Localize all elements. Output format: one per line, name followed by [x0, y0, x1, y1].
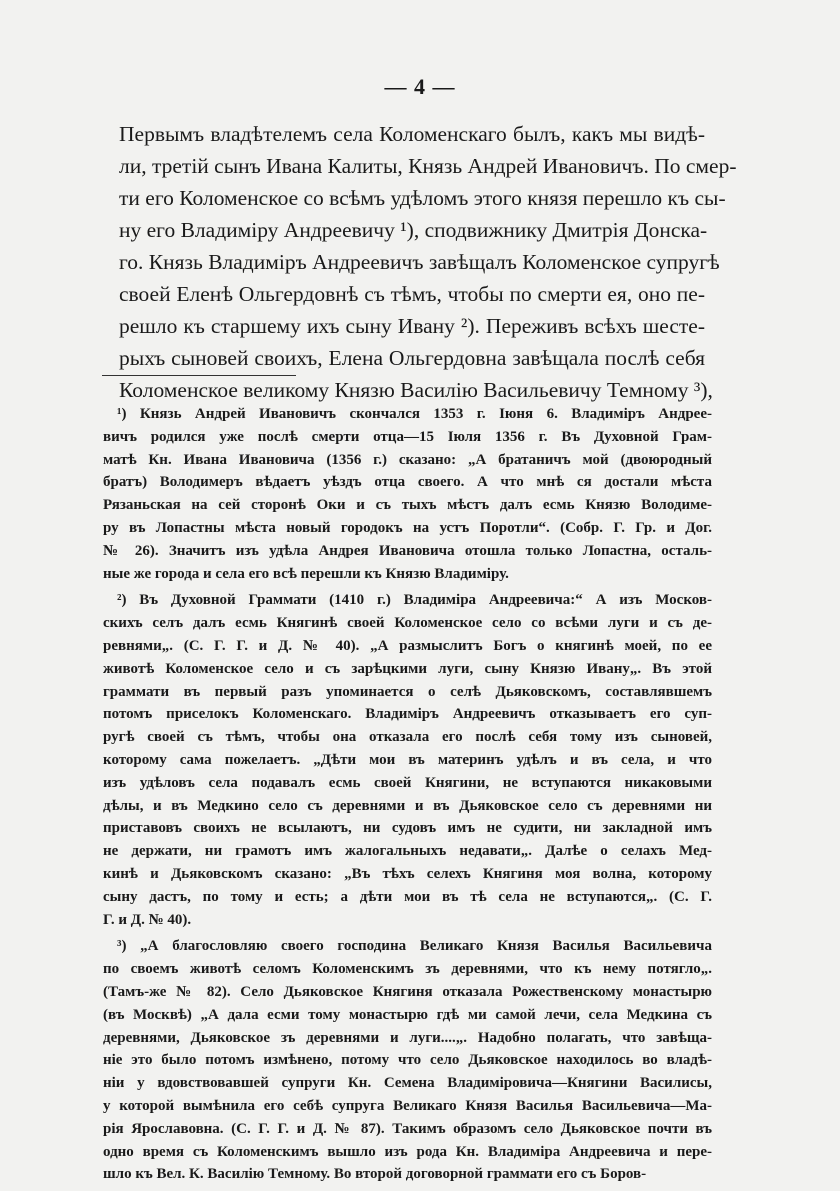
footnote-line: сыну дастъ, по тому и есть; а дѣти мои въ тѣ села не вступаются„. (С. Г.: [103, 888, 712, 905]
main-text-line: го. Князь Владиміръ Андреевичъ завѣщалъ Коломенское супругѣ: [119, 250, 720, 274]
footnote-line: вичъ родился уже послѣ смерти отца—15 Іюля 1356 г. Въ Духовной Грам-: [103, 428, 712, 445]
footnote-line: которому сама пожелаетъ. „Дѣти мои въ материнъ удѣлъ и въ села, и что: [103, 751, 712, 768]
footnote-line: ные же города и села его всѣ перешли къ Князю Владиміру.: [103, 565, 509, 582]
footnote-line: изъ удѣловъ села подавалъ есмь своей Княгини, не вступаются никаковыми: [103, 774, 712, 791]
footnote-line: ніе это было потомъ измѣнено, потому что село Дьяковское находилось во владѣ-: [103, 1052, 712, 1069]
page-number: — 4 —: [384, 74, 456, 99]
footnote-line: (Тамъ-же № 82). Село Дьяковское Княгиня отказала Рожественскому монастырю: [103, 983, 712, 1000]
footnote-line: № 26). Значитъ изъ удѣла Андрея Ивановича отошла только Лопастна, осталь-: [103, 542, 712, 559]
main-text-line: ну его Владиміру Андреевичу ¹), сподвижнику Дмитрія Донска-: [119, 218, 708, 242]
main-text-line: ти его Коломенское со всѣмъ удѣломъ этого князя перешло къ сы-: [119, 186, 726, 210]
footnote-line: ніи у вдовствовавшей супруги Кн. Семена Владиміровича—Княгини Василисы,: [103, 1075, 712, 1092]
footnote-line: матѣ Кн. Ивана Ивановича (1356 г.) сказано: „А братаничъ мой (двоюродный: [103, 451, 712, 468]
footnote-separator: [102, 375, 296, 376]
footnote-line: ревнями„. (С. Г. Г. и Д. № 40). „А размыслитъ Богъ о княгинѣ моей, по ее: [103, 637, 712, 654]
footnote-line: деревнями, Дьяковское зъ деревнями и луги....„. Надобно полагать, что завѣща-: [103, 1029, 712, 1046]
footnote-line: Г. и Д. № 40).: [103, 911, 192, 928]
main-text-line: Первымъ владѣтелемъ села Коломенскаго былъ, какъ мы видѣ-: [119, 122, 705, 146]
footnote-line: граммати въ первый разъ упоминается о селѣ Дьяковскомъ, составлявшемъ: [103, 683, 712, 700]
footnote-line: одно время съ Коломенскимъ вышло изъ рода Кн. Владиміра Андреевича и пере-: [103, 1143, 712, 1160]
footnote-line: рія Ярославовна. (С. Г. Г. и Д. № 87). Такимъ образомъ село Дьяковское почти въ: [103, 1120, 712, 1137]
main-text-line: решло къ старшему ихъ сыну Ивану ²). Переживъ всѣхъ шесте-: [119, 314, 705, 338]
footnote-line: ру въ Лопастны мѣста новый городокъ на устъ Поротли“. (Собр. Г. Гр. и Дог.: [103, 519, 712, 536]
footnote-line: скихъ селъ далъ есмь Княгинѣ своей Коломенское село со всѣми луги и съ де-: [103, 615, 712, 632]
main-text: [119, 118, 737, 406]
footnotes: [103, 403, 712, 1190]
footnote-line: животѣ Коломенское село и съ зарѣцкими луги, сыну Князю Ивану„. Въ этой: [103, 660, 712, 677]
footnote-line: не держати, ни грамотъ имъ жалогальныхъ недавати„. Далѣе о селахъ Мед-: [103, 843, 712, 860]
main-text-line: Коломенское великому Князю Василію Васильевичу Темному ³),: [119, 378, 713, 402]
main-text-line: рыхъ сыновей своихъ, Елена Ольгердовна завѣщала послѣ себя: [119, 346, 705, 370]
footnote-line: приставовъ своихъ не всылаютъ, ни судовъ имъ не судити, ни закладной имъ: [103, 820, 712, 837]
footnote-1: [103, 403, 712, 585]
footnote-3: [103, 935, 712, 1186]
footnote-line: кинѣ и Дьяковскомъ сказано: „Въ тѣхъ селехъ Княгиня моя волна, которому: [103, 865, 712, 882]
footnote-line: Рязаньская на сей сторонѣ Оки и съ тыхъ мѣстъ далъ есмь Князю Володиме-: [103, 497, 712, 514]
footnote-line: ²) Въ Духовной Граммати (1410 г.) Владиміра Андреевича:“ А изъ Москов-: [117, 592, 712, 609]
footnote-line: ³) „А благословляю своего господина Великаго Князя Василья Васильевича: [117, 938, 712, 955]
footnote-line: братъ) Володимеръ вѣдаетъ уѣздъ отца своего. А что мнѣ ся достали мѣста: [103, 474, 712, 491]
footnote-line: ругѣ своей съ тѣмъ, чтобы она отказала его послѣ себя тому изъ сыновей,: [103, 729, 712, 746]
footnote-2: [103, 589, 712, 931]
footnote-line: по своемъ животѣ селомъ Коломенскимъ зъ деревнями, что къ нему потягло„.: [103, 961, 712, 978]
main-text-line: своей Еленѣ Ольгердовнѣ съ тѣмъ, чтобы по смерти ея, оно пе-: [119, 282, 705, 306]
footnote-line: ¹) Князь Андрей Ивановичъ скончался 1353 г. Іюня 6. Владиміръ Андрее-: [117, 406, 712, 422]
footnote-line: потомъ приселокъ Коломенскаго. Владиміръ Андреевичъ отказываетъ его суп-: [103, 706, 712, 723]
footnote-line: у которой вымѣнила его себѣ супруга Великаго Князя Василья Васильевича—Ма-: [103, 1097, 712, 1114]
footnote-line: (въ Москвѣ) „А дала есми тому монастырю гдѣ ми самой лечи, села Медкина съ: [103, 1006, 712, 1023]
main-text-line: ли, третій сынъ Ивана Калиты, Князь Андрей Ивановичъ. По смер-: [119, 154, 737, 178]
footnote-line: шло къ Вел. К. Василію Темному. Во второй договорной граммати его съ Боров-: [103, 1166, 647, 1183]
footnote-line: дѣлы, и въ Медкино село съ деревнями и въ Дьяковское село съ деревнями ни: [103, 797, 712, 814]
